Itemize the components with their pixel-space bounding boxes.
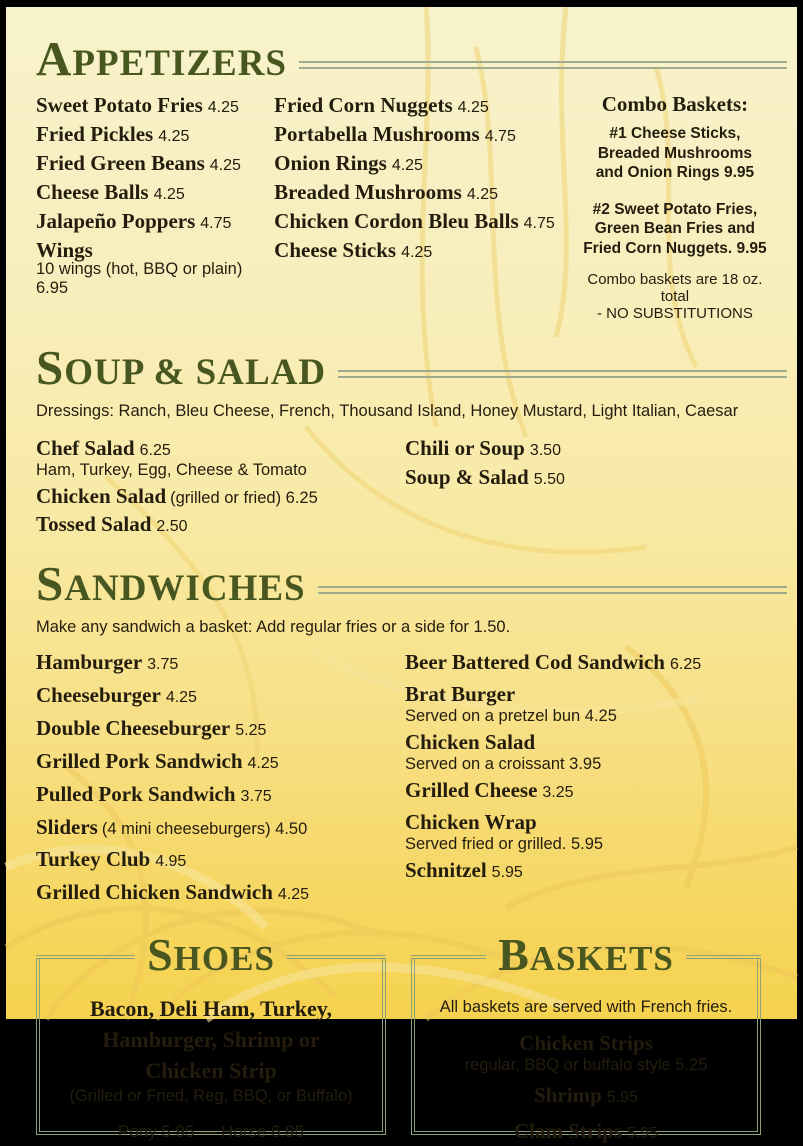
menu-item [36, 649, 405, 678]
item-name: Chili or Soup [405, 436, 525, 460]
heading-rule [299, 61, 787, 69]
menu-item [36, 121, 274, 150]
menu-item [36, 483, 405, 511]
soup-salad-title: SOUP & SALAD [36, 340, 327, 395]
combo-option-line: and Onion Rings 9.95 [595, 164, 755, 181]
sandwiches-column-2 [405, 649, 701, 889]
item-name: Soup & Salad [405, 465, 529, 489]
menu-item [36, 179, 274, 208]
shoes-options-line: Chicken Strip [145, 1058, 277, 1083]
item-name: Grilled Pork Sandwich [36, 749, 243, 773]
combo-option-line: Breaded Mushrooms [597, 144, 752, 162]
item-name: Cheese Sticks [274, 238, 397, 262]
menu-item [405, 464, 565, 493]
shoes-box [36, 929, 386, 1141]
menu-item [36, 435, 405, 464]
box-frame-line [36, 955, 135, 959]
item-name: Chicken Strips [519, 1031, 653, 1055]
menu-item [36, 781, 405, 810]
item-name: Fried Green Beans [36, 151, 205, 175]
combo-note-line: - NO SUBSTITUTIONS [597, 305, 753, 322]
item-price: 3.75 [240, 788, 272, 805]
heading-rule [338, 370, 787, 378]
sandwiches-section-header [36, 556, 787, 611]
combo-option-2 [573, 200, 777, 259]
item-description: Ham, Turkey, Egg, Cheese & Tomato [36, 461, 307, 479]
sandwiches-title: SANDWICHES [36, 556, 306, 611]
combo-note [573, 271, 777, 322]
soup-salad-column-1 [36, 435, 405, 540]
item-name: Turkey Club [36, 847, 151, 871]
item-name: Schnitzel [405, 858, 487, 882]
combo-baskets-title: Combo Baskets: [601, 92, 749, 116]
item-name: Clam Strips [513, 1119, 622, 1143]
soup-salad-column-2 [405, 435, 565, 493]
menu-item [36, 846, 405, 875]
heading-rule [318, 586, 787, 594]
item-price: 4.25 [153, 186, 185, 203]
item-price: 4.75 [200, 215, 232, 232]
baskets-box [411, 929, 761, 1143]
shoes-prices: Pony 5.95 — Horse 6.95 [117, 1122, 305, 1141]
item-name: Sliders [36, 815, 98, 839]
item-name: Wings [36, 238, 93, 262]
item-price: 4.25 [277, 886, 310, 903]
baskets-note: All baskets are served with French fries. [439, 998, 733, 1016]
menu-item [405, 681, 701, 707]
baskets-box-body [411, 959, 761, 1143]
menu-item [274, 121, 573, 150]
item-price: 4.75 [484, 128, 516, 145]
item-name: Cheeseburger [36, 683, 161, 707]
item-detail: (4 mini cheeseburgers) 4.50 [101, 820, 308, 838]
sandwiches-columns [36, 649, 787, 912]
item-name: Chicken Wrap [405, 810, 537, 834]
box-frame-line [686, 955, 761, 959]
item-price: 4.25 [165, 689, 197, 706]
item-name: Brat Burger [405, 682, 516, 706]
combo-option-1 [573, 124, 777, 183]
item-price: 5.95 [626, 1125, 659, 1142]
baskets-title: BASKETS [498, 929, 674, 980]
menu-item [36, 150, 274, 179]
item-price: 3.50 [529, 442, 561, 459]
item-price: 5.25 [235, 722, 267, 739]
combo-option-line: Green Bean Fries and [594, 220, 756, 237]
item-price: 4.25 [209, 157, 241, 174]
item-name: Pulled Pork Sandwich [36, 782, 236, 806]
item-price: 4.25 [401, 244, 433, 261]
item-name: Double Cheeseburger [36, 716, 231, 740]
item-name: Tossed Salad [36, 512, 152, 536]
menu-page [6, 7, 797, 1143]
appetizers-section-header [36, 31, 787, 86]
dressings-note: Dressings: Ranch, Bleu Cheese, French, Thousand Island, Honey Mustard, Light Italian, Caesar [36, 402, 739, 420]
menu-item [405, 777, 701, 806]
item-description: Served on a pretzel bun 4.25 [405, 707, 617, 725]
shoes-detail: (Grilled or Fried, Reg, BBQ, or Buffalo) [69, 1087, 353, 1105]
item-name: Cheese Balls [36, 180, 149, 204]
item-price: 5.95 [606, 1089, 638, 1106]
item-name: Shrimp [534, 1083, 602, 1107]
item-name: Hamburger [36, 650, 143, 674]
item-price: 3.75 [147, 656, 179, 673]
menu-item [405, 649, 701, 678]
item-price: 4.25 [391, 157, 423, 174]
item-price: 4.25 [158, 128, 190, 145]
shoes-options-line: Bacon, Deli Ham, Turkey, [89, 996, 333, 1021]
item-price: 4.25 [466, 186, 498, 203]
menu-item [36, 879, 405, 908]
appetizers-title: APPETIZERS [36, 31, 288, 86]
item-name: Portabella Mushrooms [274, 122, 480, 146]
item-name: Breaded Mushrooms [274, 180, 462, 204]
combo-option-line: Fried Corn Nuggets. 9.95 [583, 239, 767, 257]
item-description: regular, BBQ or buffalo style 5.25 [464, 1056, 708, 1074]
item-description: 10 wings (hot, BBQ or plain) 6.95 [36, 260, 243, 297]
item-description: Served on a croissant 3.95 [405, 755, 602, 773]
combo-option-line: #2 Sweet Potato Fries, [592, 200, 758, 218]
menu-item [405, 809, 701, 835]
menu-item [36, 682, 405, 711]
item-price: 3.25 [542, 784, 574, 801]
item-detail: (grilled or fried) 6.25 [170, 489, 318, 507]
menu-item [36, 814, 405, 842]
menu-item [405, 729, 701, 755]
menu-item [274, 208, 573, 237]
sandwiches-column-1 [36, 649, 405, 912]
menu-item [36, 208, 274, 237]
item-name: Grilled Cheese [405, 778, 538, 802]
menu-item [405, 435, 565, 464]
item-name: Fried Corn Nuggets [274, 93, 453, 117]
menu-item [36, 748, 405, 777]
menu-item [274, 179, 573, 208]
appetizers-column-1 [36, 92, 274, 301]
menu-item [274, 237, 573, 266]
item-name: Fried Pickles [36, 122, 154, 146]
item-price: 4.75 [523, 215, 555, 232]
item-price: 4.25 [207, 99, 239, 116]
box-frame-line [287, 955, 386, 959]
item-price: 5.95 [491, 864, 523, 881]
appetizers-column-2 [274, 92, 573, 266]
combo-note-line: Combo baskets are 18 oz. total [587, 271, 763, 305]
menu-item [36, 511, 405, 540]
item-price: 5.50 [533, 471, 565, 488]
item-price: 4.25 [247, 755, 279, 772]
menu-content [6, 7, 797, 1143]
menu-item [423, 1119, 749, 1146]
menu-item [36, 92, 274, 121]
item-name: Chicken Salad [36, 484, 167, 508]
item-price: 6.25 [669, 656, 702, 673]
item-name: Sweet Potato Fries [36, 93, 203, 117]
item-name: Jalapeño Poppers [36, 209, 196, 233]
combo-option-line: #1 Cheese Sticks, [609, 125, 741, 142]
item-name: Chicken Cordon Bleu Balls [274, 209, 519, 233]
shoes-options-line: Hamburger, Shrimp or [102, 1027, 320, 1052]
item-name: Chef Salad [36, 436, 135, 460]
menu-item [274, 92, 573, 121]
item-price: 2.50 [156, 518, 188, 535]
item-price: 6.25 [139, 442, 171, 459]
appetizers-columns [36, 92, 787, 322]
menu-item [274, 150, 573, 179]
menu-item [405, 857, 701, 886]
framed-boxes-row [36, 929, 761, 1143]
item-price: 4.95 [155, 853, 187, 870]
shoes-title: SHOES [147, 929, 275, 980]
item-price: 4.25 [457, 99, 489, 116]
box-frame-line [411, 955, 486, 959]
combo-baskets-block [573, 92, 777, 322]
menu-item [423, 1031, 749, 1056]
item-name: Beer Battered Cod Sandwich [405, 650, 665, 674]
menu-item [423, 1083, 749, 1110]
soup-salad-columns [36, 435, 787, 540]
menu-item [36, 715, 405, 744]
item-name: Grilled Chicken Sandwich [36, 880, 273, 904]
item-name: Chicken Salad [405, 730, 536, 754]
item-name: Onion Rings [274, 151, 387, 175]
shoes-box-body [36, 959, 386, 1141]
sandwiches-note: Make any sandwich a basket: Add regular fries or a side for 1.50. [36, 618, 511, 636]
item-description: Served fried or grilled. 5.95 [405, 835, 604, 853]
soup-salad-section-header [36, 340, 787, 395]
